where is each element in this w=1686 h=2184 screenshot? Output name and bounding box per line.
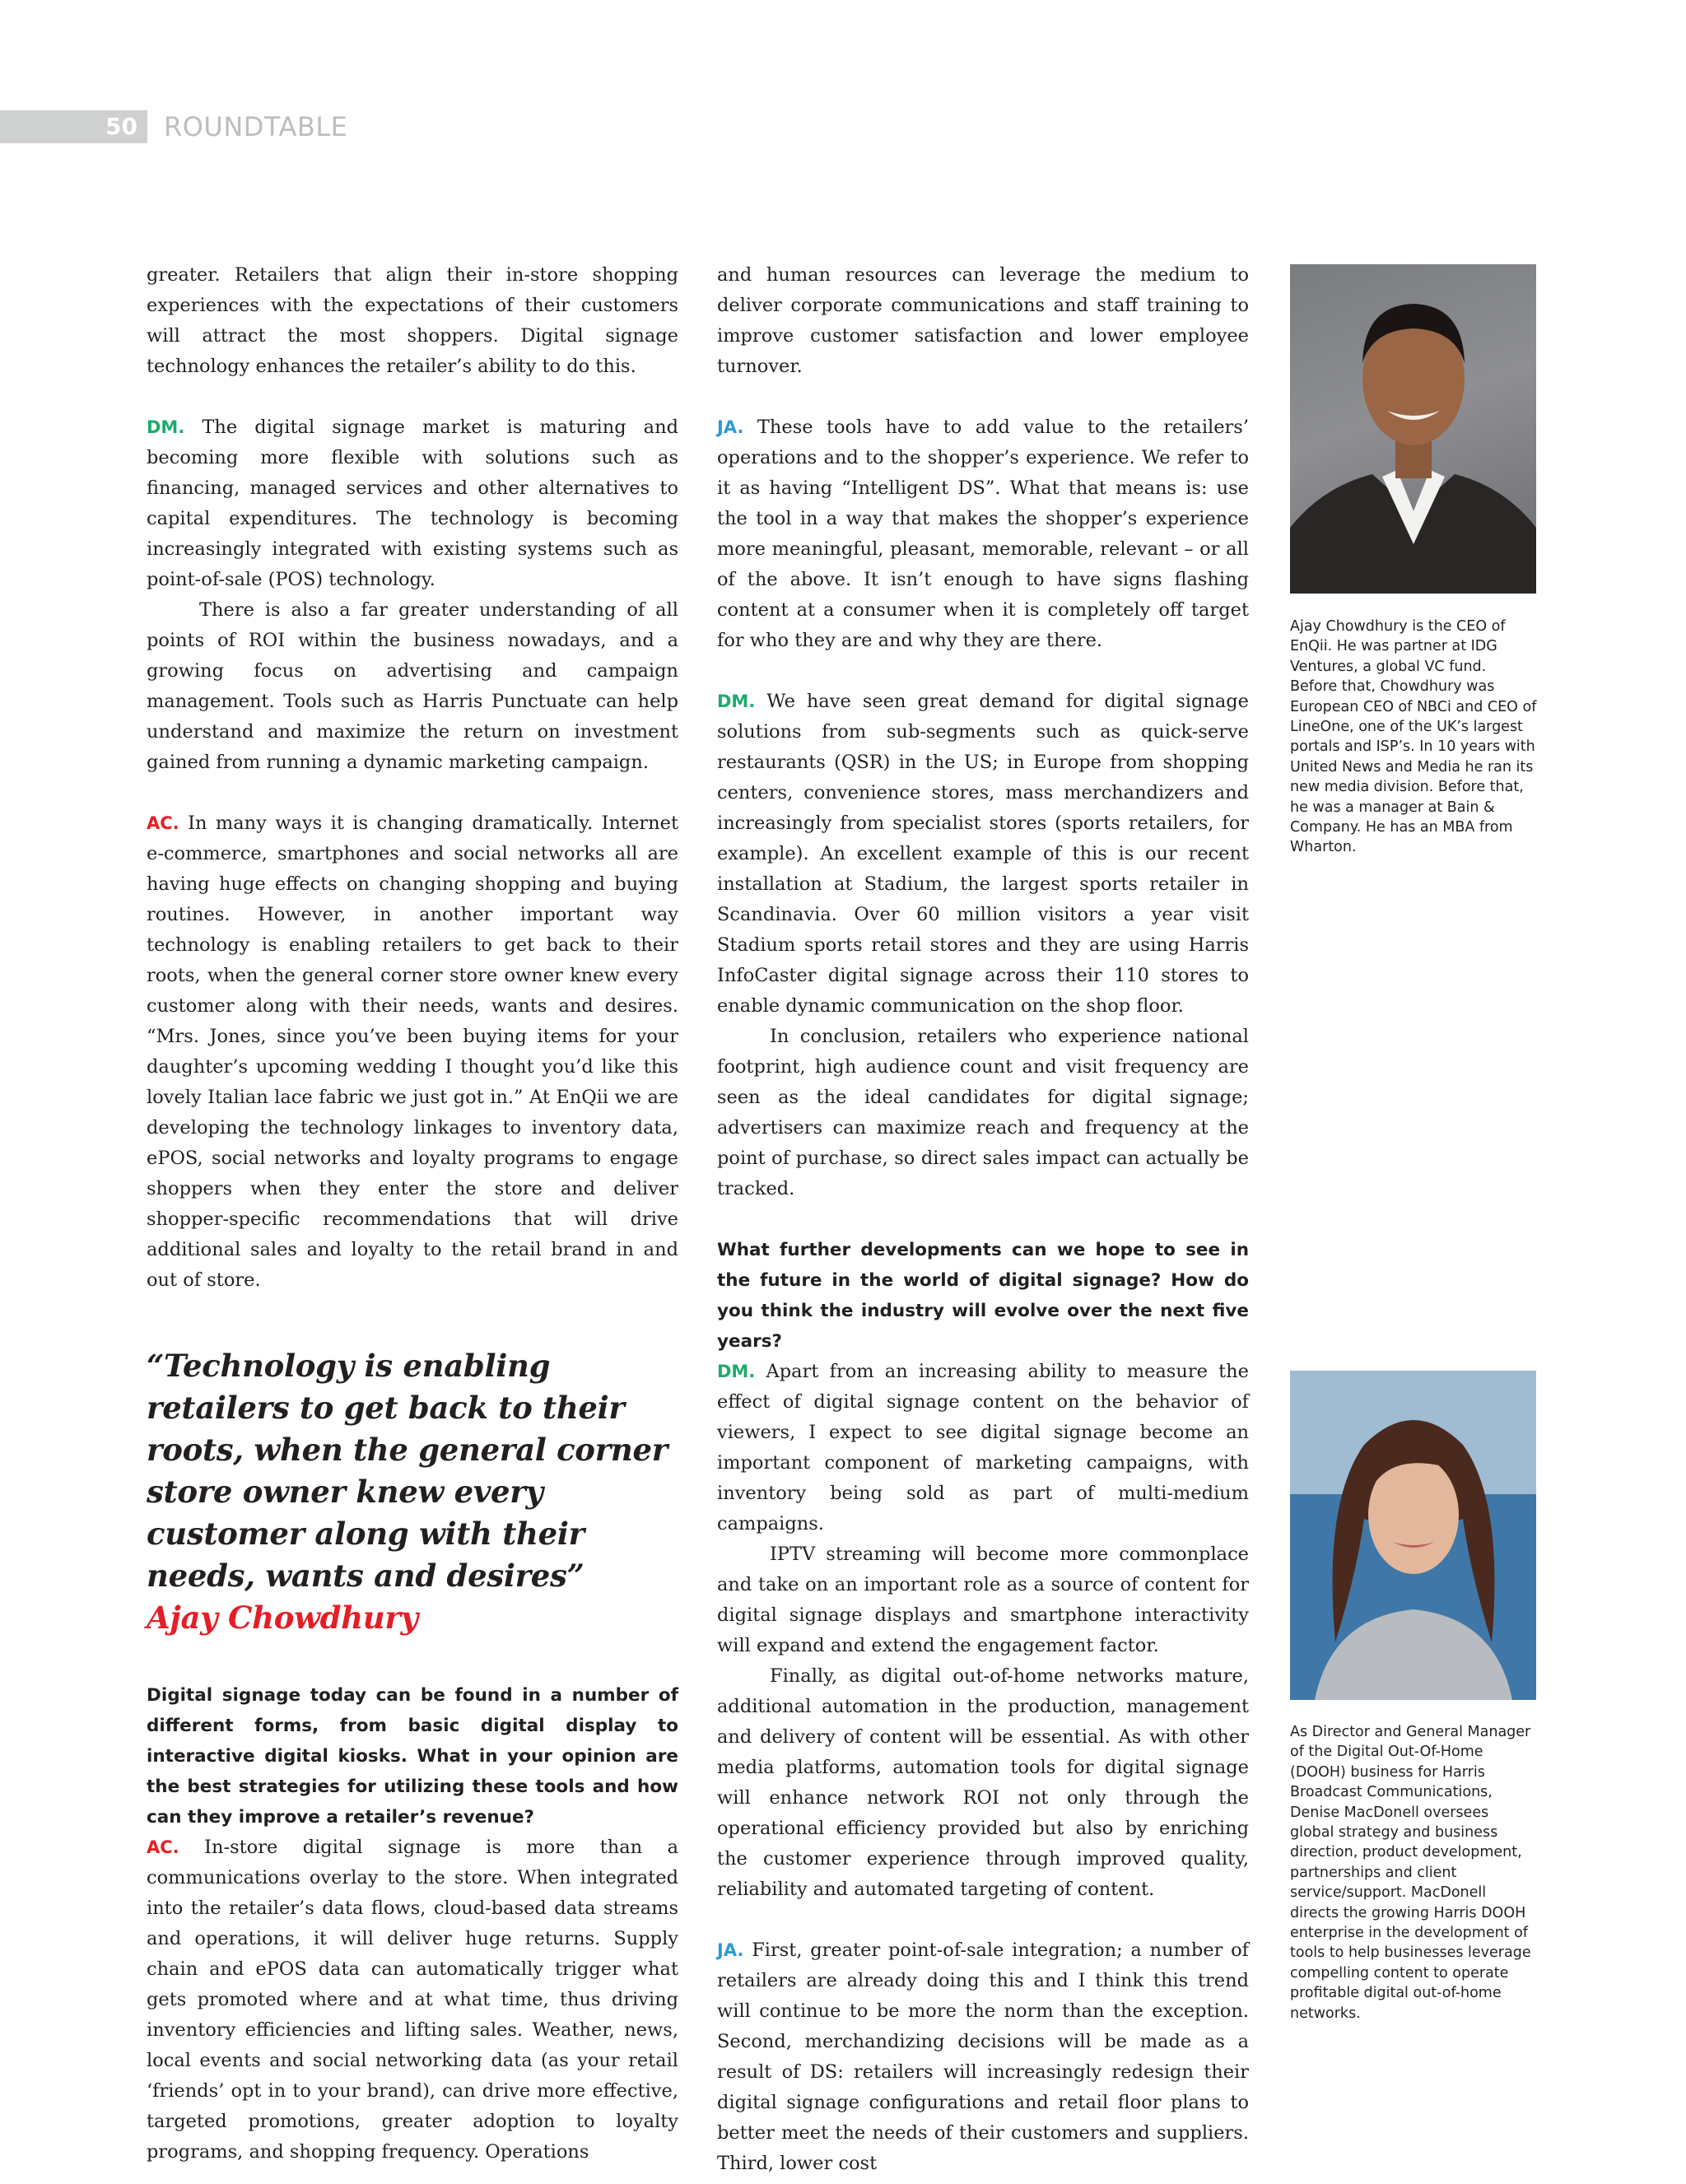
interview-question: What further developments can we hope to see in the future in the world of digital signage? How do you think the industry will evolve over the next five years?	[717, 1240, 1249, 1352]
paragraph: There is also a far greater understanding of all points of ROI within the business nowadays, and a growing focus on advertising and campaign management. Tools such as Harris Punctuate can help understand and maximize the return on investment gained from running a dynamic marketing campaign.	[147, 599, 678, 773]
interview-question: Digital signage today can be found in a number of different forms, from basic digital display to interactive digital kiosks. What in your opinion are the best strategies for utilizing these tools and how can they improve a retailer’s revenue?	[147, 1685, 678, 1828]
paragraph	[147, 808, 678, 1296]
speaker-dm: DM.	[717, 1362, 756, 1381]
paragraph-text: These tools have to add value to the retailers’ operations and to the shopper’s experience. We refer to it as having “Intelligent DS”. What that means is: use the tool in a way that makes the shopper’s experience more meaningful, pleasant, memorable, relevant – or all of the above. It isn’t enough to have signs flashing content at a consumer when it is completely off target for who they are and why they are there.	[717, 417, 1249, 651]
speaker-dm: DM.	[147, 417, 185, 437]
portrait-photo-denise-macdonell	[1290, 1371, 1536, 1700]
paragraph-text: First, greater point-of-sale integration; a number of retailers are already doing this and I think this trend will continue to be more the norm than the exception. Second, merchandizing decisions will be made as a result of DS: retailers will increasingly redesign their digital signage configurations and retail floor plans to better meet the needs of their customers and suppliers. Third, lower cost	[717, 1940, 1249, 2174]
paragraph-text: In many ways it is changing dramatically. Internet e-commerce, smartphones and social networks all are having huge effects on changing shopping and buying routines. However, in another important way technology is enabling retailers to get back to their roots, when the general corner store owner knew every customer along with their needs, wants and desires. “Mrs. Jones, since you’ve been buying items for your daughter’s upcoming wedding I thought you’d like this lovely Italian lace fabric we just got in.” At EnQii we are developing the technology linkages to inventory data, ePOS, social networks and loyalty programs to engage shoppers when they enter the store and deliver shopper-specific recommendations that will drive additional sales and loyalty to the retail brand in and out of store.	[147, 813, 678, 1291]
speaker-ja: JA.	[717, 417, 744, 437]
bio-caption-denise-macdonell: As Director and General Manager of the Digital Out-Of-Home (DOOH) business for Harris Broadcast Communications, Denise MacDonell oversees global strategy and business direction, product development, partnerships and client service/support. MacDonell directs the growing Harris DOOH enterprise in the development of tools to help businesses leverage compelling content to operate profitable digital out-of-home networks.	[1290, 1724, 1531, 2022]
paragraph	[717, 412, 1249, 656]
paragraph: IPTV streaming will become more commonplace and take on an important role as a source of content for digital signage displays and smartphone interactivity will expand and extend the engagement factor.	[717, 1544, 1249, 1656]
paragraph-text: We have seen great demand for digital signage solutions from sub-segments such as quick-serve restaurants (QSR) in the US; in Europe from shopping centers, convenience stores, mass merchandizers and increasingly from specialist stores (sports retailers, for example). An excellent example of this is our recent installation at Stadium, the largest sports retailer in Scandinavia. Over 60 million visitors a year visit Stadium sports retail stores and they are using Harris InfoCaster digital signage across their 110 stores to enable dynamic communication on the shop floor.	[717, 691, 1249, 1017]
portrait-photo-ajay-chowdhury	[1290, 264, 1536, 594]
paragraph: Finally, as digital out-of-home networks mature, additional automation in the production, management and delivery of content will be essential. As with other media platforms, automation tools for digital signage will enhance network ROI not only through the operational efficiency provided but also by enriching the customer experience through improved quality, reliability and automated targeting of content.	[717, 1665, 1249, 1900]
paragraph-text: Apart from an increasing ability to measure the effect of digital signage content on the behavior of viewers, I expect to see digital signage become an important component of marketing campaigns, with inventory being sold as part of multi-medium campaigns.	[717, 1361, 1249, 1534]
page-number: 50	[105, 113, 137, 140]
paragraph: In conclusion, retailers who experience national footprint, high audience count and visit frequency are seen as the ideal candidates for digital signage; advertisers can maximize reach and frequency at the point of purchase, so direct sales impact can actually be tracked.	[717, 1026, 1249, 1199]
portrait-illustration	[1290, 1371, 1536, 1700]
speaker-ac: AC.	[147, 813, 179, 833]
pull-quote	[147, 1345, 678, 1639]
paragraph-text: The digital signage market is maturing and becoming more flexible with solutions such as financing, managed services and other alternatives to capital expenditures. The technology is becoming increasingly integrated with existing systems such as point-of-sale (POS) technology.	[147, 417, 678, 590]
paragraph	[717, 687, 1249, 1022]
pull-quote-author: Ajay Chowdhury	[147, 1600, 418, 1636]
column-left	[147, 260, 678, 2168]
section-label: ROUNDTABLE	[164, 111, 348, 142]
paragraph	[717, 1357, 1249, 1539]
speaker-ac: AC.	[147, 1837, 179, 1857]
paragraph: greater. Retailers that align their in-store shopping experiences with the expectations of their customers will attract the most shoppers. Digital signage technology enhances the retailer’s ability to do this.	[147, 264, 678, 377]
portrait-illustration	[1290, 264, 1536, 594]
paragraph	[147, 412, 678, 595]
paragraph: and human resources can leverage the medium to deliver corporate communications and staff training to improve customer satisfaction and lower employee turnover.	[717, 264, 1249, 377]
paragraph	[717, 1935, 1249, 2179]
speaker-dm: DM.	[717, 692, 756, 711]
column-middle	[717, 260, 1249, 2179]
speaker-ja: JA.	[717, 1940, 744, 1960]
pull-quote-text: “Technology is enabling retailers to get back to their roots, when the general corner store owner knew every customer along with their needs, wants and desires”	[147, 1348, 668, 1594]
paragraph-text: In-store digital signage is more than a communications overlay to the store. When integrated into the retailer’s data flows, cloud-based data streams and operations, it will deliver huge returns. Supply chain and ePOS data can automatically trigger what gets promoted where and at what time, thus driving inventory efficiencies and lifting sales. Weather, news, local events and social networking data (as your retail ‘friends’ opt in to your brand), can drive more effective, targeted promotions, greater adoption to loyalty programs, and shopping frequency. Operations	[147, 1837, 678, 2163]
paragraph	[147, 1832, 678, 2168]
bio-caption-ajay-chowdhury: Ajay Chowdhury is the CEO of EnQii. He was partner at IDG Ventures, a global VC fund. Before that, Chowdhury was European CEO of NBCi and CEO of LineOne, one of the UK’s largest portals and ISP’s. In 10 years with United News and Media he ran its new media division. Before that, he was a manager at Bain & Company. He has an MBA from Wharton.	[1290, 618, 1537, 856]
